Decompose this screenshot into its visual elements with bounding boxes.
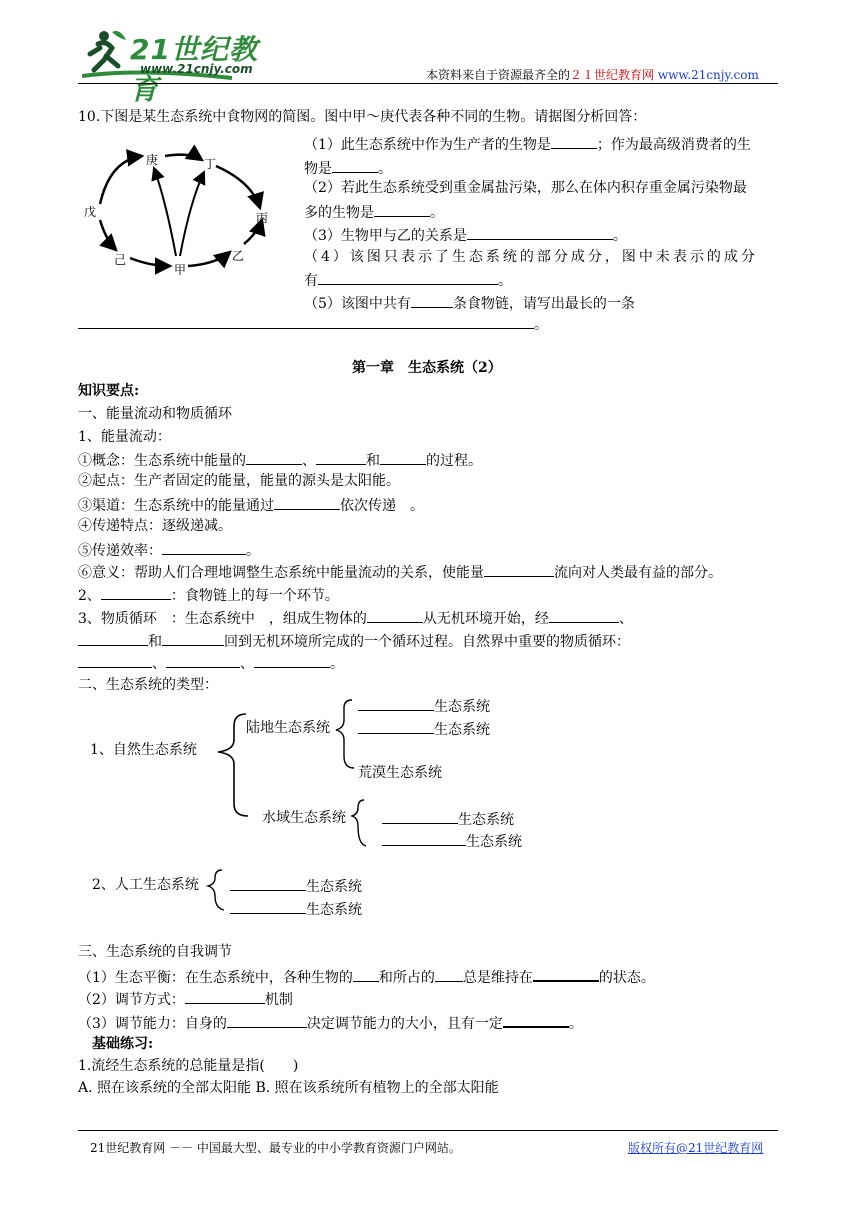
section-2-heading: 二、生态系统的类型： — [78, 677, 218, 693]
logo-url: www.21cnjy.com — [140, 62, 253, 76]
water-ecosystem: 水域生态系统 — [262, 810, 346, 826]
question-1: 1.流经生态系统的总能量是指( ) — [78, 1058, 299, 1074]
land-type-2: 生态系统 — [358, 719, 490, 739]
energy-feature: ④传递特点：逐级递减。 — [78, 518, 232, 534]
blank[interactable] — [78, 653, 152, 668]
land-type-1: 生态系统 — [358, 696, 490, 716]
water-type-1: 生态系统 — [382, 809, 514, 829]
desert-ecosystem: 荒漠生态系统 — [358, 765, 442, 781]
header-rule — [78, 83, 778, 84]
node-ding: 丁 — [204, 157, 217, 171]
q10-part1-line2: 物是 。 — [304, 158, 392, 178]
chapter-title: 第一章 生态系统（2） — [352, 360, 502, 376]
copyright-link[interactable]: 版权所有@21世纪教育网 — [628, 1141, 764, 1155]
node-jia: 甲 — [174, 263, 187, 277]
energy-flow-heading: 1、能量流动： — [78, 429, 171, 445]
regulation-1: （1）生态平衡：在生态系统中，各种生物的 和所占的 总是维持在 的状态。 — [78, 966, 655, 987]
blank[interactable] — [353, 967, 379, 982]
blank[interactable] — [230, 876, 306, 891]
source-site: ２１世纪教育网 — [570, 68, 655, 82]
question-1-options: A. 照在该系统的全部太阳能 B. 照在该系统所有植物上的全部太阳能 — [78, 1080, 499, 1096]
energy-meaning: ⑥意义：帮助人们合理地调整生态系统中能量流动的关系，使能量 流向对人类最有益的部分。 — [78, 562, 722, 582]
q10-part4-line1: （4）该图只表示了生态系统的部分成分，图中未表示的成分 — [304, 249, 758, 265]
q10-part4-line2: 有 。 — [304, 270, 512, 290]
node-wu: 戊 — [84, 205, 97, 219]
blank[interactable] — [380, 450, 426, 465]
node-ji: 己 — [114, 253, 127, 267]
blank[interactable] — [374, 202, 430, 217]
matter-cycle-line3: 、 、 。 — [78, 653, 344, 673]
q10-part5-line1: （5）该图中共有 条食物链，请写出最长的一条 — [304, 293, 635, 313]
blank[interactable] — [332, 158, 378, 173]
art-type-2: 生态系统 — [230, 899, 362, 919]
node-bing: 丙 — [256, 211, 269, 225]
blank[interactable] — [185, 989, 265, 1004]
blank[interactable] — [467, 225, 613, 240]
blank[interactable] — [318, 270, 498, 285]
blank[interactable] — [274, 495, 340, 510]
blank[interactable] — [549, 608, 619, 623]
logo-title: 21世纪教育 — [130, 33, 258, 106]
matter-cycle-line2: 和 回到无机环境所完成的一个循环过程。自然界中重要的物质循环： — [78, 631, 630, 651]
source-url[interactable]: www.21cnjy.com — [657, 68, 759, 82]
blank[interactable] — [78, 314, 534, 329]
q10-part2-line2: 多的生物是 。 — [304, 202, 444, 222]
blank[interactable] — [551, 134, 597, 149]
q10-part3: （3）生物甲与乙的关系是 。 — [304, 225, 627, 245]
trophic-level: 2、 ：食物链上的每一个环节。 — [78, 585, 339, 605]
basic-practice-heading: 基础练习: — [92, 1036, 154, 1052]
energy-concept: ①概念：生态系统中能量的 、 和 的过程。 — [78, 450, 482, 470]
source-note: 本资料来自于资源最齐全的２１世纪教育网 www.21cnjy.com — [426, 68, 759, 82]
land-ecosystem: 陆地生态系统 — [246, 720, 330, 736]
node-yi: 乙 — [232, 249, 245, 263]
q10-part2-line1: （2）若此生态系统受到重金属盐污染，那么在体内积存重金属污染物最 — [304, 180, 747, 196]
section-3-heading: 三、生态系统的自我调节 — [78, 944, 232, 960]
blank[interactable] — [101, 585, 171, 600]
artificial-ecosystem: 2、人工生态系统 — [92, 877, 199, 893]
blank[interactable] — [246, 450, 302, 465]
blank[interactable] — [227, 1013, 307, 1028]
node-geng: 庚 — [146, 153, 159, 167]
regulation-3: （3）调节能力：自身的 决定调节能力的大小，且有一定 。 — [78, 1012, 583, 1033]
natural-ecosystem: 1、自然生态系统 — [90, 742, 197, 758]
matter-cycle-line1: 3、物质循环 ：生态系统中 ，组成生物体的 从无机环境开始，经 、 — [78, 608, 633, 628]
blank[interactable] — [316, 450, 366, 465]
blank[interactable] — [382, 831, 466, 846]
section-1-heading: 一、能量流动和物质循环 — [78, 406, 232, 422]
blank[interactable] — [78, 631, 148, 646]
q10-intro: 10.下图是某生态系统中食物网的简图。图中甲～庚代表各种不同的生物。请据图分析回答： — [78, 109, 647, 125]
blank[interactable] — [503, 1012, 569, 1028]
blank[interactable] — [230, 899, 306, 914]
food-web-diagram — [80, 132, 280, 292]
q10-part5-line2: 。 — [78, 314, 548, 334]
key-points-heading: 知识要点: — [78, 383, 140, 399]
blank[interactable] — [382, 809, 458, 824]
blank[interactable] — [162, 631, 224, 646]
blank[interactable] — [533, 966, 599, 982]
art-type-1: 生态系统 — [230, 876, 362, 896]
blank[interactable] — [411, 293, 453, 308]
blank[interactable] — [358, 719, 434, 734]
q10-part1-line1: （1）此生态系统中作为生产者的生物是 ；作为最高级消费者的生 — [304, 134, 751, 154]
energy-channel: ③渠道：生态系统中的能量通过 依次传递 。 — [78, 495, 424, 515]
footer-text: 21世纪教育网 －－ 中国最大型、最专业的中小学教育资源门户网站。 — [90, 1141, 461, 1155]
water-type-2: 生态系统 — [382, 831, 522, 851]
regulation-2: （2）调节方式： 机制 — [78, 989, 293, 1009]
blank[interactable] — [254, 653, 330, 668]
blank[interactable] — [435, 967, 463, 982]
energy-efficiency: ⑤传递效率： 。 — [78, 540, 260, 560]
blank[interactable] — [358, 696, 434, 711]
blank[interactable] — [484, 562, 554, 577]
energy-start: ②起点：生产者固定的能量，能量的源头是太阳能。 — [78, 473, 400, 489]
blank[interactable] — [367, 608, 423, 623]
logo — [82, 26, 282, 106]
footer-rule — [78, 1130, 778, 1131]
blank[interactable] — [166, 653, 240, 668]
blank[interactable] — [162, 540, 246, 555]
